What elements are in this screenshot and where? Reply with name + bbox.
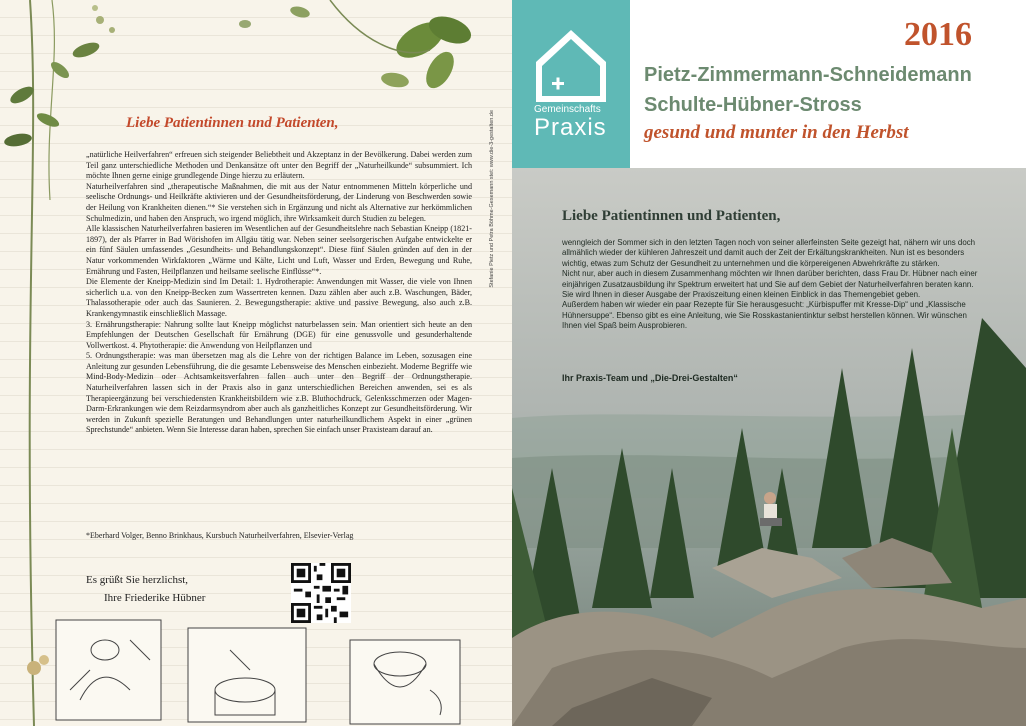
left-paragraph: Alle klassischen Naturheilverfahren basieren im Wesentlichen auf der Gesundheitslehre nach Sebastian Kneipp (1821-1897), der als Pfarrer in Bad Wörishofen im Allgäu tätig war. Neben seiner seelsorgerischen Aufgabe entwickelte er ein fünf Säulen umfassendes „Gesundheits- und Behandlungskonzept“. Diese fünf Säulen gründen auf den in der Natur vorkommenden Wirkfaktoren „Wärme und Kälte, Licht und Luft, Wasser und Erden, Bewegung und Ruhe, Ernährung und Fasten, Heilpflanzen und heilsame seelische Einflüsse“*.	[86, 224, 472, 276]
left-page	[0, 0, 512, 726]
right-paragraph: Nicht nur, aber auch in diesem Zusammenhang möchten wir Ihnen darüber berichten, dass Frau Dr. Hübner nach einer einjährigen Zusatzausbildung ihr Spektrum erweitert hat und Sie auf dem Gebiet der Naturheilverfahren beraten kann. Sie wird Ihnen in dieser Ausgabe der Praxiszeitung einen kleinen Einblick in das Themengebiet geben.	[562, 269, 978, 300]
qr-code-icon[interactable]	[291, 563, 351, 623]
right-page	[512, 0, 1026, 726]
right-article-body	[562, 238, 980, 332]
left-paragraph: Die Elemente der Kneipp-Medizin sind Im Detail: 1. Hydrotherapie: Anwendungen mit Wasser, die viele von Ihnen sicherlich u.a. von den Kneipp-Becken zum Wassertreten kennen. Dazu zählen aber auch z.B. Waschungen, Bäder, Thalassotherapie oder auch das Saunieren. 2. Bewegungstherapie: aktive und passive Bewegung, also auch z.B. Krankengymnastik einschließlich Massage.	[86, 277, 472, 318]
greeting-line: Es grüßt Sie herzlichst,	[86, 574, 189, 586]
left-paragraph: 5. Ordnungstherapie: was man übersetzen mag als die Lehre von der richtigen Balance im Leben, sozusagen eine Anleitung zur gesunden Lebensführung, die die gesamte Lebensweise des Menschen einbezieht. Moderne Begriffe wie Mind-Body-Medizin oder Achtsamkeitsverfahren fallen auch unter den Begriff der Ordnungstherapie. Naturheilverfahren lassen sich in der Praxis also in ganz unterschiedlichen Bereichen anwenden, sei es als Therapieergänzung bei verschiedensten Krankheitsbildern wie z.B. Bluthochdruck, Gelenksschmerzen oder Magen-Darm-Erkrankungen wie dem Reizdarmsyndrom aber auch als ganzheitliches Konzept zur Gesundheitsförderung. Wir werden in Zukunft spezielle Beratungen und Behandlungen unter naturheilkundlichem Aspekt in einer „grünen Sprechstunde“ anbieten. Wenn Sie Interesse daran haben, sprechen Sie einfach unser Praxisteam darauf an.	[86, 351, 472, 435]
practice-logo	[512, 0, 630, 168]
logo-text-top: Gemeinschafts	[534, 104, 601, 115]
footnote: *Eberhard Volger, Benno Brinkhaus, Kursbuch Naturheilverfahren, Elsevier-Verlag	[86, 531, 354, 540]
logo-text-bottom: Praxis	[534, 114, 607, 141]
right-heading: Liebe Patientinnen und Patienten,	[562, 208, 781, 224]
doctor-names	[644, 60, 972, 120]
house-icon	[532, 26, 610, 104]
right-paragraph: Außerdem haben wir wieder ein paar Rezepte für Sie herausgesucht: „Kürbispuffer mit Kresse-Dip“ und „Klassische Hühnersuppe“. Ebenso gibt es eine Anleitung, wie Sie Rosskastanientinktur selbst herstellen können. Wir wünschen Ihnen viel Spaß beim Ausprobieren.	[562, 300, 967, 331]
right-paragraph: wenngleich der Sommer sich in den letzten Tagen noch von seiner allerfeinsten Seite gezeigt hat, nähern wir uns doch allmählich wieder der kühleren Jahreszeit und damit auch der Zeit der Erkältungskrankheiten. Nun ist es besonders wichtig, etwas zum Schutz der Gesundheit zu unternehmen und die körpereigenen Abwehrkräfte zu stärken.	[562, 238, 976, 268]
left-paragraph: „natürliche Heilverfahren“ erfreuen sich steigender Beliebtheit und Akzeptanz in der Bevölkerung. Dabei werden zum Teil ganz unterschiedliche Methoden und Denkansätze oft unter den Begriff der „Naturheilkunde“ subsummiert. Ich möchte Ihnen gerne einige grundlegende Dinge hierzu zu erläutern.	[86, 150, 472, 181]
year: 2016	[904, 16, 972, 53]
names-line-1: Pietz-Zimmermann-Schneidemann	[644, 64, 972, 86]
greeting-block	[86, 571, 205, 607]
left-article-body	[86, 150, 472, 436]
left-paragraph: Naturheilverfahren sind „therapeutische Maßnahmen, die mit aus der Natur entnommenen Mitteln körperliche und seelische Ordnungs- und Heilkräfte aktivieren und der Gesundheitsförderung, der Linderung von Beschwerden sowie der Heilung von Krankheiten dienen.“* Sie verstehen sich in Ergänzung und nicht als Alternative zur herkömmlichen Schulmedizin, und haben den Anspruch, wo irgend möglich, ihre Wirksamkeit durch Studien zu belegen.	[86, 181, 472, 223]
slogan: gesund und munter in den Herbst	[644, 122, 909, 143]
signature-line: Ihre Friederike Hübner	[104, 592, 206, 604]
left-heading: Liebe Patientinnen und Patienten,	[126, 115, 339, 131]
left-paragraph: 3. Ernährungstherapie: Nahrung sollte laut Kneipp möglichst naturbelassen sein. Man orientiert sich heute an den Empfehlungen der Deutschen Gesellschaft für Ernährung (DGE) für eine genussvolle und gesunderhaltende Vollwertkost. 4. Phytotherapie: die Anwendung von Heilpflanzen und	[86, 319, 472, 350]
names-line-2: Schulte-Hübner-Stross	[644, 94, 862, 116]
design-credit: Stefanie Pietz und Petra Böhme-Gesemann stet: www.die-3-gestalten.de	[489, 110, 495, 288]
team-signoff: Ihr Praxis-Team und „Die-Drei-Gestalten“	[562, 373, 738, 383]
